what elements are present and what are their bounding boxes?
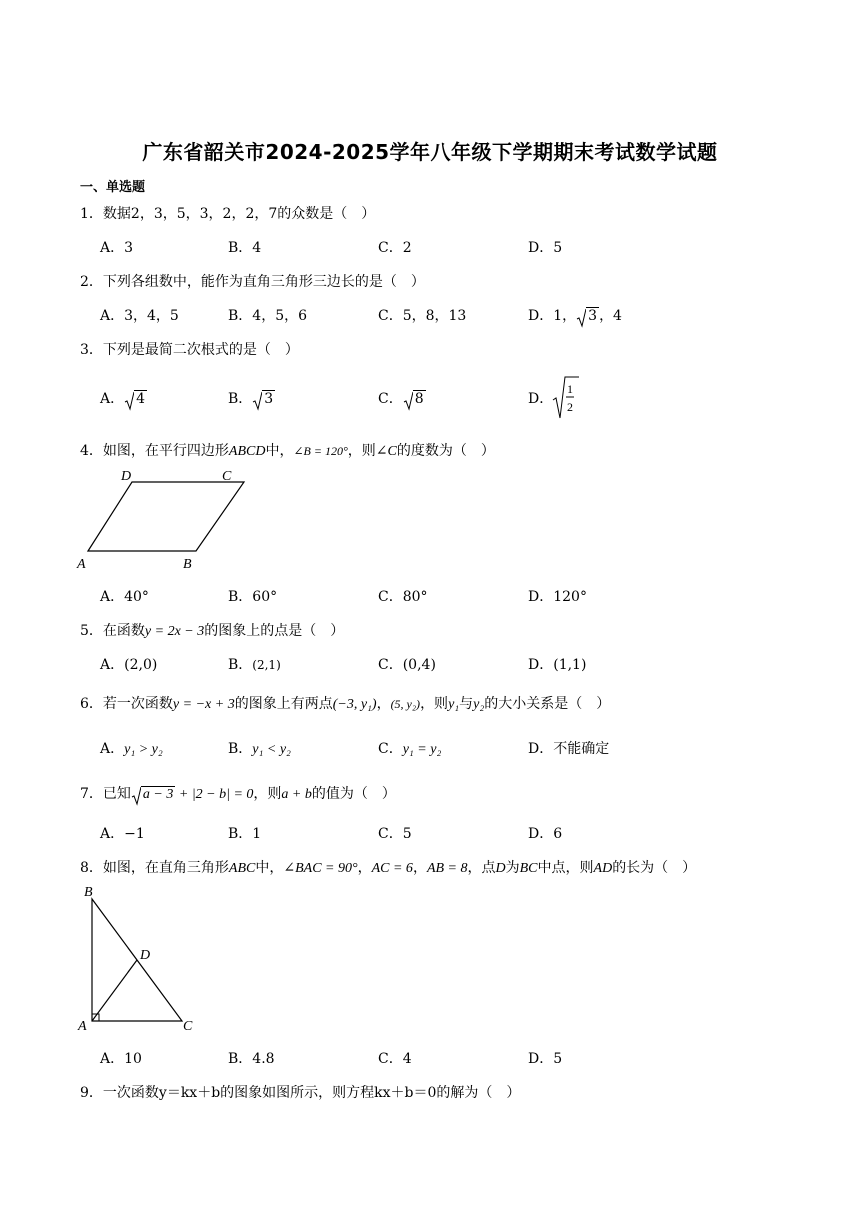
option-prefix: C．	[378, 391, 403, 407]
point-value: (2,0)	[124, 657, 158, 673]
vertex-label-a: A	[77, 557, 86, 572]
q4-text-end: 的度数为（ ）	[396, 443, 495, 459]
q6-text-end: 的大小关系是（ ）	[484, 696, 611, 712]
option-prefix: C．	[378, 657, 403, 673]
sqrt-expression	[403, 391, 426, 407]
option-prefix: C．	[378, 741, 403, 757]
option-d-suffix: ，4	[599, 308, 622, 324]
point-value: (1,1)	[553, 657, 587, 673]
q8-ac-length: AC = 6	[371, 861, 413, 876]
sqrt-expression	[252, 391, 275, 407]
radical-sign-icon	[403, 391, 413, 411]
option-prefix: A．	[100, 741, 125, 757]
option-a: A．3，4，5	[100, 308, 179, 324]
vertex-label-c: C	[183, 1019, 193, 1034]
question-2-options	[100, 305, 780, 325]
option-prefix: A．	[100, 657, 125, 673]
option-a: A．40°	[100, 589, 149, 605]
question-7	[80, 783, 396, 803]
option-c	[378, 738, 441, 758]
option-d-prefix: D．1，	[528, 308, 577, 324]
q6-point-2: (5, y₂)	[390, 697, 421, 711]
q6-comma: ，	[376, 696, 391, 712]
parallelogram-figure	[74, 464, 254, 576]
option-b	[228, 738, 291, 758]
question-8	[80, 857, 696, 877]
question-4	[80, 440, 495, 460]
sqrt-expression	[131, 786, 175, 803]
q7-text-end: 的值为（ ）	[311, 786, 396, 802]
option-c	[378, 388, 426, 408]
point-value: (0,4)	[402, 657, 436, 673]
question-1-options	[100, 237, 780, 257]
question-3: 3．下列是最简二次根式的是（ ）	[80, 342, 299, 358]
section-heading: 一、单选题	[80, 180, 146, 195]
q4-shape-name: ABCD	[228, 444, 266, 459]
question-5-options	[100, 654, 780, 674]
q6-function: y = −x + 3	[172, 697, 235, 712]
option-d: D．120°	[528, 589, 587, 605]
option-c: C．2	[378, 240, 412, 256]
q4-text-pre: 4．如图，在平行四边形	[80, 443, 229, 459]
relation-value: y₁ > y₂	[124, 742, 163, 757]
option-d: D．不能确定	[528, 741, 610, 757]
point-value: (2,1)	[252, 658, 281, 672]
vertex-label-d: D	[121, 469, 132, 484]
option-c: C．5	[378, 826, 412, 842]
option-a: A．−1	[100, 826, 145, 842]
radicand: 3	[588, 308, 598, 324]
question-9: 9．一次函数y＝kx＋b的图象如图所示，则方程kx＋b＝0的解为（ ）	[80, 1085, 521, 1101]
vertex-label-a: A	[78, 1019, 87, 1034]
option-b	[228, 388, 275, 408]
sqrt-expression	[576, 308, 599, 324]
option-b: B．1	[228, 826, 262, 842]
q8-segment-ad: AD	[593, 861, 613, 876]
q4-text-mid: 中，	[265, 443, 294, 459]
q6-text-pre: 6．若一次函数	[80, 696, 173, 712]
question-3-options	[100, 382, 780, 420]
q8-text-mid4: 中点，则	[537, 860, 594, 876]
q8-text-mid3: 为	[505, 860, 520, 876]
radical-sign-icon	[131, 786, 141, 806]
option-b: B．4.8	[228, 1051, 275, 1067]
page-title: 广东省韶关市2024-2025学年八年级下学期期末考试数学试题	[142, 140, 718, 164]
right-triangle-figure	[74, 880, 204, 1038]
q8-angle: ∠BAC = 90°	[283, 861, 358, 876]
option-b	[228, 654, 281, 674]
radical-sign-icon	[252, 391, 262, 411]
radicand: 4	[136, 391, 146, 407]
q6-y2: y₂	[473, 697, 485, 712]
q6-text-with: 与	[459, 696, 474, 712]
q8-comma-2: ，	[412, 860, 427, 876]
parallelogram-shape	[88, 482, 244, 551]
point-label-d: D	[140, 948, 151, 963]
relation-value: y₁ < y₂	[252, 742, 291, 757]
option-b: B．4，5，6	[228, 308, 308, 324]
option-d: D．6	[528, 826, 563, 842]
radical-sign-icon	[576, 308, 586, 328]
fraction-numerator: 1	[567, 382, 573, 396]
q4-angle-b: ∠B = 120°	[293, 444, 348, 458]
option-b: B．4	[228, 240, 262, 256]
q8-segment-bc: BC	[519, 861, 538, 876]
option-prefix: A．	[100, 391, 125, 407]
q7-expression: a + b	[281, 787, 312, 802]
question-4-options	[100, 586, 780, 606]
option-d: D．5	[528, 240, 563, 256]
option-d: D．5	[528, 1051, 563, 1067]
option-a: A．3	[100, 240, 134, 256]
vertex-label-b: B	[183, 557, 192, 572]
option-prefix: D．	[528, 391, 554, 407]
option-a	[100, 388, 147, 408]
question-6	[80, 693, 610, 713]
option-a	[100, 738, 163, 758]
option-d	[528, 305, 622, 325]
option-prefix: B．	[228, 741, 253, 757]
q8-ab-length: AB = 8	[426, 861, 468, 876]
q6-text-post: ，则	[420, 696, 449, 712]
option-c	[378, 654, 436, 674]
vertex-label-c: C	[222, 469, 232, 484]
q4-text-post: ，则	[347, 443, 376, 459]
q8-text-end: 的长为（ ）	[612, 860, 697, 876]
q7-text-pre: 7．已知	[80, 786, 131, 802]
q8-text-mid1: 中，	[255, 860, 284, 876]
radicand: 8	[414, 391, 424, 407]
option-d	[528, 388, 553, 408]
relation-value: y₁ = y₂	[402, 742, 442, 757]
q5-text-post: 的图象上的点是（ ）	[204, 623, 345, 639]
q6-y1: y₁	[448, 697, 460, 712]
q8-text-pre: 8．如图，在直角三角形	[80, 860, 229, 876]
sqrt-expression	[124, 391, 147, 407]
question-8-options	[100, 1048, 780, 1068]
q7-equation-rest: + |2 − b| = 0	[175, 787, 254, 802]
option-c: C．4	[378, 1051, 412, 1067]
sqrt-fraction	[552, 376, 580, 420]
q6-point-1: (−3, y₁)	[332, 697, 377, 712]
option-b: B．60°	[228, 589, 278, 605]
q6-text-mid: 的图象上有两点	[234, 696, 333, 712]
q8-comma-1: ，	[357, 860, 372, 876]
option-prefix: B．	[228, 657, 253, 673]
radicand: a − 3	[142, 787, 174, 802]
option-a	[100, 654, 157, 674]
vertex-label-b: B	[84, 885, 93, 900]
q8-text-mid2: ，点	[467, 860, 496, 876]
q7-text-post: ，则	[253, 786, 282, 802]
question-6-options	[100, 738, 780, 758]
question-1: 1．数据2，3，5，3，2，2，7的众数是（ ）	[80, 206, 376, 222]
q4-angle-c: ∠C	[375, 444, 397, 459]
q5-text-pre: 5．在函数	[80, 623, 145, 639]
radicand: 3	[264, 391, 274, 407]
question-2: 2．下列各组数中，能作为直角三角形三边长的是（ ）	[80, 274, 425, 290]
option-c: C．5，8，13	[378, 308, 467, 324]
q5-function: y = 2x − 3	[144, 624, 205, 639]
question-5	[80, 620, 344, 640]
fraction-denominator: 2	[567, 400, 573, 414]
q8-triangle-name: ABC	[228, 861, 256, 876]
option-prefix: B．	[228, 391, 253, 407]
option-prefix: D．	[528, 657, 554, 673]
option-d	[528, 654, 586, 674]
q8-point-d: D	[495, 861, 506, 876]
option-c: C．80°	[378, 589, 428, 605]
question-7-options	[100, 823, 780, 843]
median-ad	[92, 960, 137, 1021]
option-a: A．10	[100, 1051, 142, 1067]
radical-sign-icon	[124, 391, 134, 411]
